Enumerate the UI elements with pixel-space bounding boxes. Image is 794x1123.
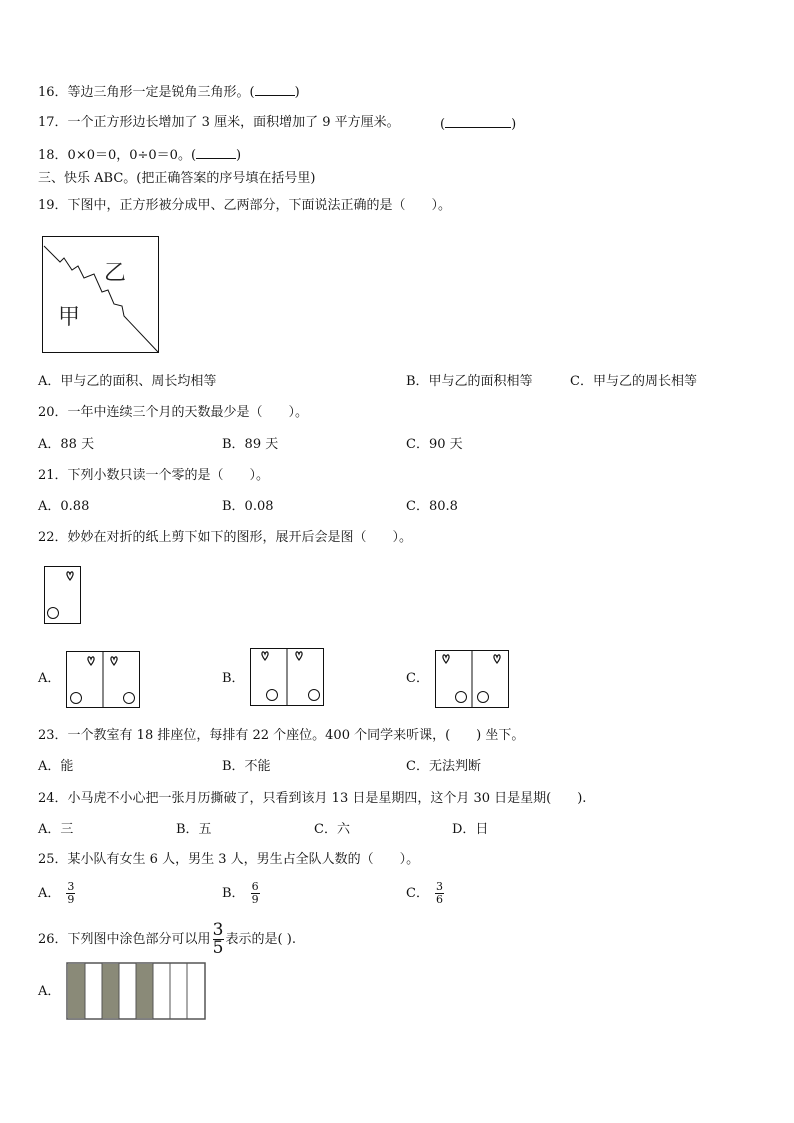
heart-icon <box>67 572 73 580</box>
heart-icon <box>443 655 449 663</box>
dividing-line <box>44 246 158 352</box>
question-24-text: 24．小马虎不小心把一张月历撕破了，只看到该月 13 日是星期四，这个月 30 日是星期( ). <box>38 791 587 806</box>
option-c[interactable]: C．六 <box>314 822 350 837</box>
heart-icon <box>494 655 500 663</box>
question-26 <box>38 922 296 957</box>
heart-icon <box>111 657 117 665</box>
option-b-figure[interactable] <box>250 648 326 708</box>
option-b-label[interactable]: B． <box>222 671 245 686</box>
close-paren: ) <box>511 117 517 132</box>
option-c[interactable] <box>406 881 444 906</box>
question-22-text: 22．妙妙在对折的纸上剪下如下的图形，展开后会是图（ ）。 <box>38 530 413 545</box>
question-23-text: 23．一个教室有 18 排座位，每排有 22 个座位。400 个同学来听课，( ) 坐下。 <box>38 728 525 743</box>
numerator: 6 <box>251 880 259 893</box>
folded-paper-figure <box>44 566 84 626</box>
shaded-strip-figure[interactable] <box>66 962 208 1022</box>
numerator: 3 <box>435 880 443 893</box>
section-heading: 三、快乐 ABC。(把正确答案的序号填在括号里) <box>38 171 316 186</box>
open-paren: ( <box>440 117 446 132</box>
circle-icon <box>71 693 82 704</box>
question-18-text: 18．0×0＝0，0÷0＝0。( <box>38 148 197 163</box>
numerator: 3 <box>212 920 224 940</box>
fraction <box>213 922 224 957</box>
question-17 <box>38 114 400 132</box>
question-26-text-end: 表示的是( ). <box>225 932 296 947</box>
option-c[interactable]: C．80.8 <box>406 499 458 514</box>
question-18 <box>38 145 241 165</box>
circle-icon <box>124 693 135 704</box>
option-a[interactable]: A．能 <box>38 759 74 774</box>
option-b[interactable]: B．0.08 <box>222 499 274 514</box>
circle-icon <box>48 608 59 619</box>
shaded-cell <box>136 964 153 1018</box>
question-20-text: 20．一年中连续三个月的天数最少是（ ）。 <box>38 405 309 420</box>
option-a-label[interactable]: A． <box>38 671 61 686</box>
circle-icon <box>478 692 489 703</box>
square-figure <box>42 236 160 354</box>
option-a[interactable]: A．三 <box>38 822 74 837</box>
option-a[interactable] <box>38 881 75 906</box>
shaded-cell <box>68 964 85 1018</box>
option-c[interactable]: C．甲与乙的周长相等 <box>570 374 697 389</box>
option-a-label[interactable]: A． <box>38 984 61 999</box>
option-c[interactable]: C．90 天 <box>406 437 463 452</box>
question-25-text: 25．某小队有女生 6 人，男生 3 人，男生占全队人数的（ ）。 <box>38 852 420 867</box>
fraction <box>66 881 75 906</box>
denominator: 6 <box>435 893 443 906</box>
denominator: 9 <box>67 893 75 906</box>
heart-icon <box>88 657 94 665</box>
close-paren: ) <box>236 148 242 163</box>
denominator: 9 <box>251 893 259 906</box>
question-17-answer <box>440 114 516 134</box>
question-16 <box>38 82 300 102</box>
fraction <box>251 881 260 906</box>
option-c-figure[interactable] <box>435 650 511 710</box>
option-d[interactable]: D．日 <box>452 822 489 837</box>
answer-blank[interactable] <box>445 114 511 128</box>
option-c-label[interactable]: C． <box>406 671 429 686</box>
option-label: B． <box>222 886 245 901</box>
fraction <box>435 881 444 906</box>
label-jia: 甲 <box>58 305 81 330</box>
option-a[interactable]: A．0.88 <box>38 499 90 514</box>
shaded-cell <box>102 964 119 1018</box>
option-b[interactable]: B．甲与乙的面积相等 <box>406 374 533 389</box>
question-17-text: 17．一个正方形边长增加了 3 厘米，面积增加了 9 平方厘米。 <box>38 115 400 130</box>
answer-blank[interactable] <box>196 145 236 159</box>
question-21-text: 21．下列小数只读一个零的是（ ）。 <box>38 468 270 483</box>
denominator: 5 <box>212 938 224 958</box>
heart-icon <box>296 652 302 660</box>
option-b[interactable]: B．89 天 <box>222 437 279 452</box>
option-label: C． <box>406 886 429 901</box>
question-26-text: 26．下列图中涂色部分可以用 <box>38 932 211 947</box>
option-c[interactable]: C．无法判断 <box>406 759 481 774</box>
question-16-text: 16．等边三角形一定是锐角三角形。( <box>38 85 255 100</box>
close-paren: ) <box>294 85 300 100</box>
answer-blank[interactable] <box>255 82 295 96</box>
circle-icon <box>309 690 320 701</box>
question-19-text: 19．下图中，正方形被分成甲、乙两部分，下面说法正确的是（ ）。 <box>38 198 452 213</box>
option-label: A． <box>38 886 61 901</box>
option-a[interactable]: A．88 天 <box>38 437 95 452</box>
option-b[interactable]: B．不能 <box>222 759 271 774</box>
label-yi: 乙 <box>104 261 127 286</box>
option-a[interactable]: A．甲与乙的面积、周长均相等 <box>38 374 217 389</box>
option-b[interactable]: B．五 <box>176 822 212 837</box>
numerator: 3 <box>67 880 75 893</box>
option-b[interactable] <box>222 881 260 906</box>
heart-icon <box>262 652 268 660</box>
circle-icon <box>267 690 278 701</box>
option-a-figure[interactable] <box>66 651 142 709</box>
circle-icon <box>456 692 467 703</box>
